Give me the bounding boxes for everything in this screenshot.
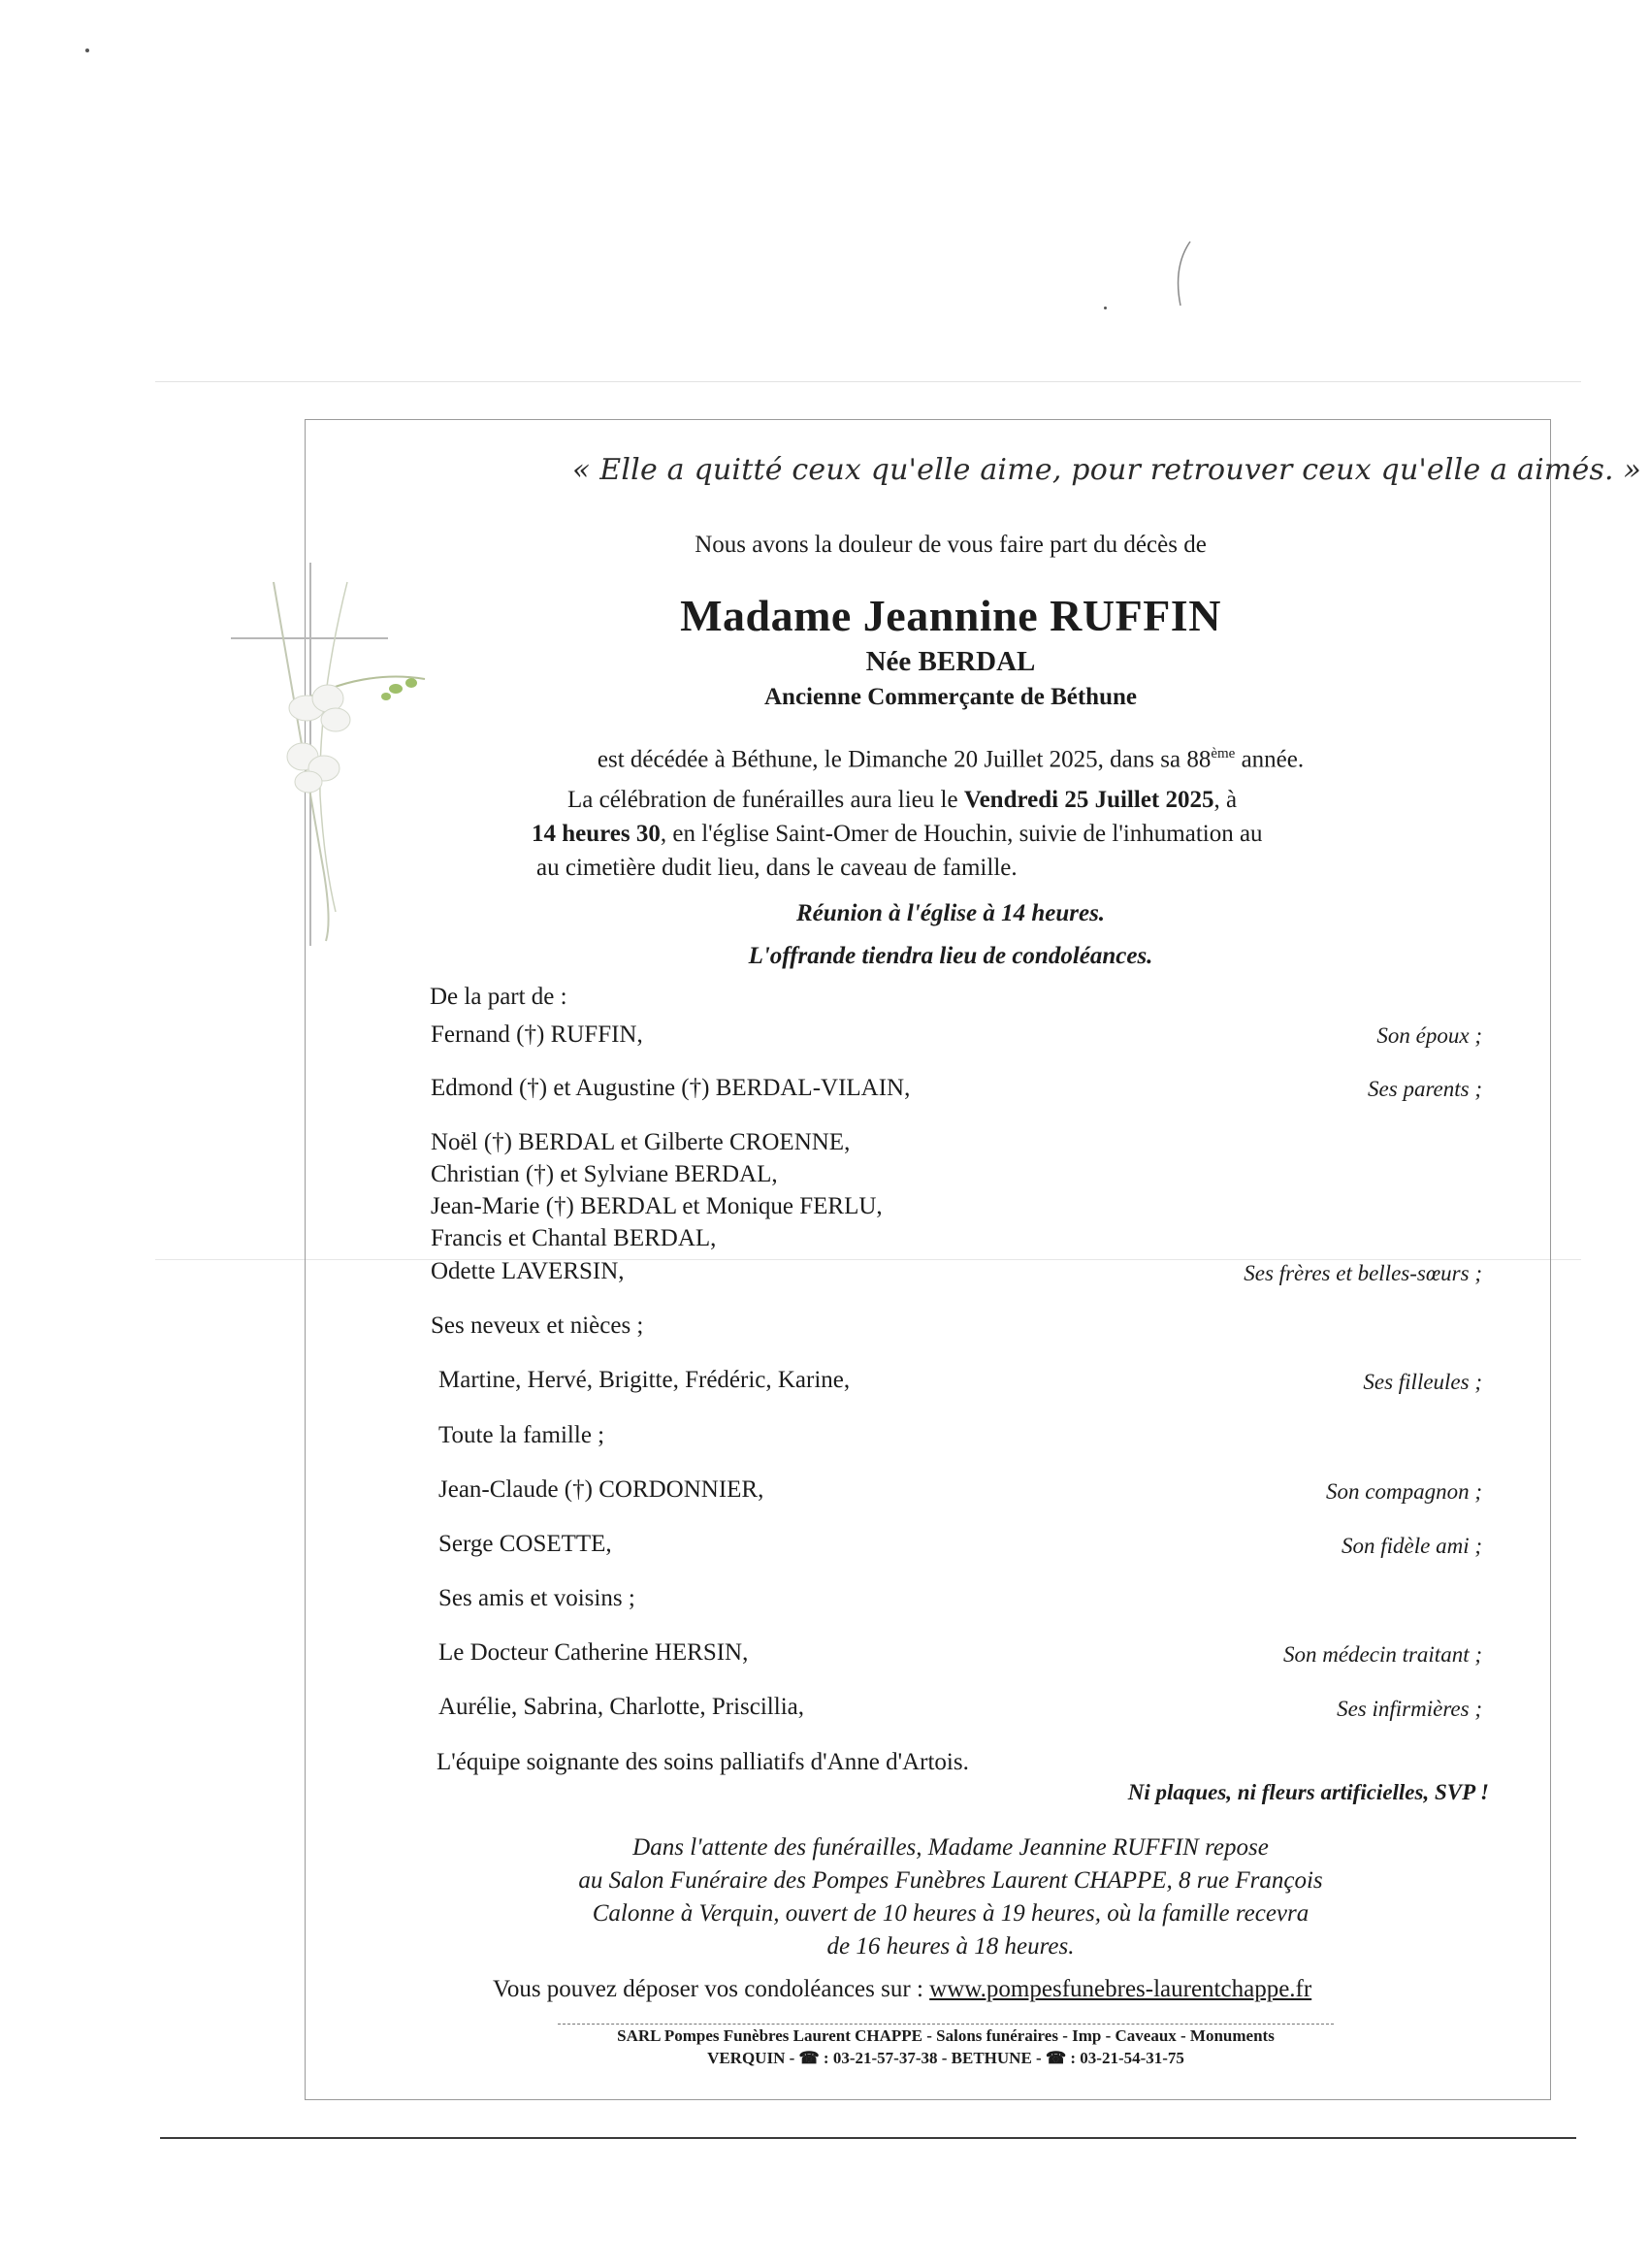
family-row-names: Fernand (†) RUFFIN, (431, 1021, 643, 1048)
sheet-edge-top (155, 381, 1581, 382)
offering-note: L'offrande tiendra lieu de condoléances. (748, 943, 1153, 969)
death-line (504, 739, 1397, 774)
family-row-names: Ses amis et voisins ; (438, 1585, 635, 1611)
family-row-names: Ses neveux et nièces ; (431, 1312, 644, 1339)
footer-company: SARL Pompes Funèbres Laurent CHAPPE - Salons funéraires - Imp - Caveaux - Monuments (617, 2026, 1275, 2045)
family-row-relation: Ses infirmières ; (1337, 1697, 1482, 1721)
family-row-names: Le Docteur Catherine HERSIN, (438, 1639, 749, 1666)
death-line-sup: ème (1211, 746, 1236, 761)
ceremony-line-1 (567, 786, 1237, 815)
family-row-relation: Son médecin traitant ; (1282, 1642, 1482, 1667)
family-row-names: Martine, Hervé, Brigitte, Frédéric, Karine, (438, 1367, 851, 1393)
no-flowers-note: Ni plaques, ni fleurs artificielles, SVP ! (1127, 1780, 1489, 1804)
sheet-edge-bottom (160, 2137, 1576, 2139)
resting-line: au Salon Funéraire des Pompes Funèbres Laurent CHAPPE, 8 rue François (578, 1867, 1323, 1894)
family-row-names: L'équipe soignante des soins palliatifs d'Anne d'Artois. (436, 1749, 969, 1775)
resting-line: de 16 heures à 18 heures. (826, 1933, 1075, 1960)
meeting-note: Réunion à l'église à 14 heures. (795, 900, 1106, 926)
death-line-end: année. (1235, 746, 1305, 773)
family-row-names: Toute la famille ; (438, 1422, 605, 1448)
family-row-names: Francis et Chantal BERDAL, (431, 1225, 717, 1251)
maiden-name: Née BERDAL (865, 646, 1036, 677)
family-row-relation: Son époux ; (1376, 1023, 1482, 1048)
scan-speck (1104, 307, 1107, 309)
family-row-relation: Son fidèle ami ; (1342, 1534, 1482, 1558)
resting-line: Calonne à Verquin, ouvert de 10 heures à 19 heures, où la famille recevra (592, 1900, 1310, 1927)
family-row-relation: Ses frères et belles-sœurs ; (1244, 1261, 1482, 1285)
resting-line: Dans l'attente des funérailles, Madame Jeannine RUFFIN repose (632, 1834, 1269, 1861)
ceremony-place: , en l'église Saint-Omer de Houchin, suivie de l'inhumation au (660, 821, 1263, 847)
cross-orchid-decoration (231, 553, 464, 960)
family-row-relation: Ses parents ; (1368, 1077, 1482, 1101)
ceremony-time: 14 heures 30 (532, 821, 661, 847)
condolences-link[interactable]: www.pompesfunebres-laurentchappe.fr (929, 1976, 1312, 2002)
family-row-names: Aurélie, Sabrina, Charlotte, Priscillia, (438, 1694, 804, 1720)
footer-divider (558, 2024, 1334, 2025)
family-row-relation: Son compagnon ; (1326, 1479, 1482, 1504)
footer-phones: VERQUIN - ☎ : 03-21-57-37-38 - BETHUNE - ☎ : 03-21-54-31-75 (707, 2049, 1184, 2067)
epigraph: « Elle a quitté ceux qu'elle aime, pour retrouver ceux qu'elle a aimés. » (572, 453, 1642, 487)
condolences-text: Vous pouvez déposer vos condoléances sur : (493, 1976, 930, 2002)
intro-text: Nous avons la douleur de vous faire part du décès de (695, 532, 1207, 558)
ceremony-text: La célébration de funérailles aura lieu le (567, 787, 964, 813)
family-row-names: Odette LAVERSIN, (431, 1258, 625, 1284)
occupation: Ancienne Commerçante de Béthune (764, 684, 1137, 710)
condolences-line (493, 1975, 1311, 2004)
ceremony-text-end: , à (1213, 787, 1238, 813)
from-label: De la part de : (430, 984, 567, 1010)
family-row-names: Jean-Marie (†) BERDAL et Monique FERLU, (431, 1193, 883, 1219)
scan-speck (85, 49, 89, 52)
deceased-name: Madame Jeannine RUFFIN (680, 591, 1221, 640)
death-line-text: est décédée à Béthune, le Dimanche 20 Juillet 2025, dans sa 88 (597, 746, 1212, 773)
family-row-names: Jean-Claude (†) CORDONNIER, (438, 1476, 764, 1503)
family-row-names: Edmond (†) et Augustine (†) BERDAL-VILAIN, (431, 1075, 911, 1101)
ceremony-date: Vendredi 25 Juillet 2025 (963, 787, 1214, 813)
family-row-relation: Ses filleules ; (1363, 1370, 1482, 1394)
family-row-names: Noël (†) BERDAL et Gilberte CROENNE, (431, 1129, 851, 1155)
family-row-names: Serge COSETTE, (438, 1531, 612, 1557)
ceremony-line-2 (532, 820, 1263, 849)
scan-mark (1169, 238, 1198, 310)
ceremony-line-3: au cimetière dudit lieu, dans le caveau de famille. (536, 855, 1018, 881)
family-row-names: Christian (†) et Sylviane BERDAL, (431, 1161, 778, 1187)
